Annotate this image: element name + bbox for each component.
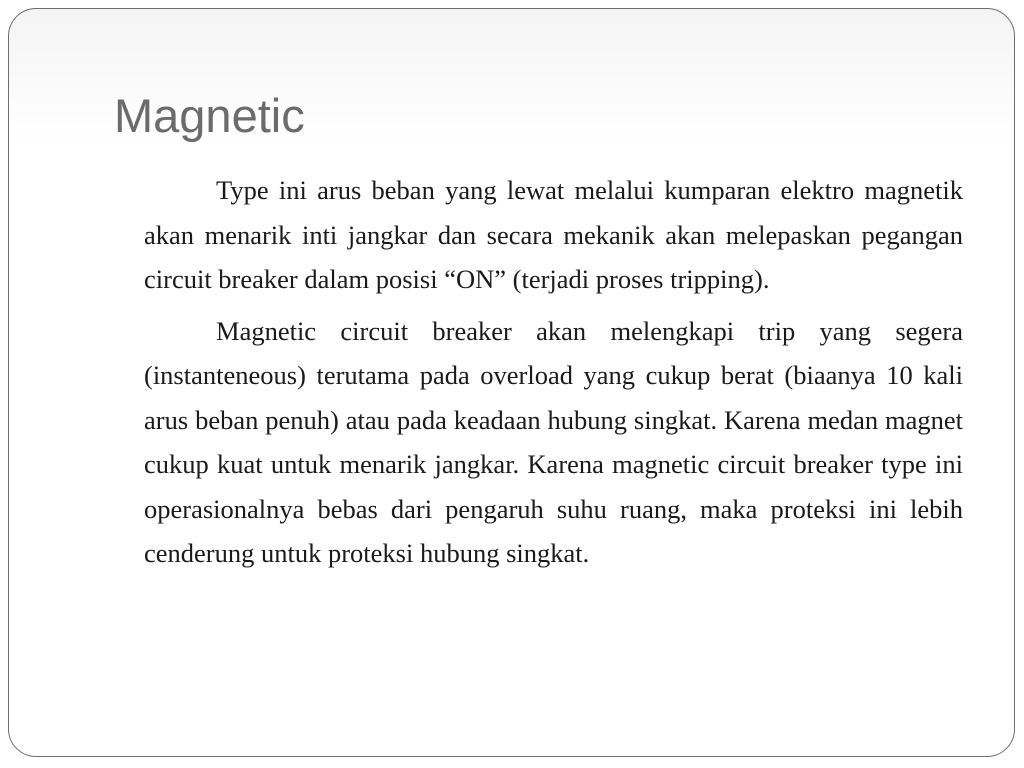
- body-paragraph-1: Type ini arus beban yang lewat melalui kumparan elektro magnetik akan menarik inti jangkar dan secara mekanik akan melepaskan pegangan circuit breaker dalam posisi “ON” (terjadi proses tripping).: [144, 175, 963, 294]
- slide-title: Magnetic: [114, 89, 305, 142]
- slide-body: [144, 168, 963, 583]
- body-paragraph-2: Magnetic circuit breaker akan melengkapi trip yang segera (instanteneous) terutama pada overload yang cukup berat (biaanya 10 kali arus beban penuh) atau pada keadaan hubung singkat. Karena medan magnet cukup kuat untuk menarik jangkar. Karena magnetic circuit breaker type ini operasionalnya bebas dari pengaruh suhu ruang, maka proteksi ini lebih cenderung untuk proteksi hubung singkat.: [144, 315, 963, 568]
